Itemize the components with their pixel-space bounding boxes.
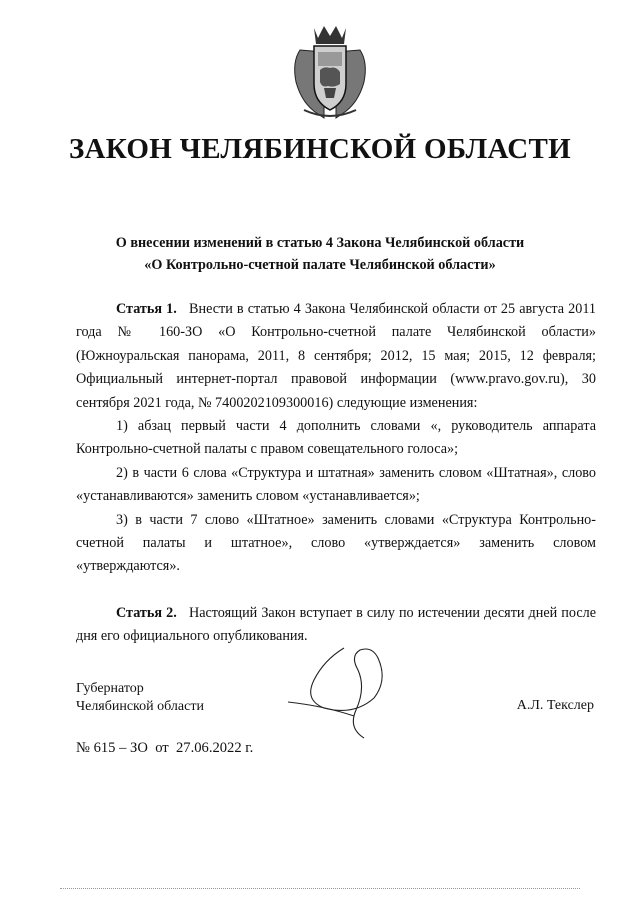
article-1-paragraph [76,298,596,415]
chelyabinsk-coat-of-arms-emblem [284,22,376,122]
article-1-item-1: 1) абзац первый части 4 дополнить словами «, руководитель аппарата Контрольно-счетной палаты с правом совещательного голоса»; [76,418,596,458]
article-1-item-3: 3) в части 7 слово «Штатное» заменить словами «Структура Контрольно-счетной палаты и штатное», слово «утверждается» заменить словом «утверждаются». [76,511,596,575]
footer-divider [60,888,580,889]
article-1-text: Внести в статью 4 Закона Челябинской области от 25 августа 2011 года № 160-ЗО «О Контрольно-счетной палате Челябинской области» (Южноуральская панорама, 2011, 8 сентября; 2012, 15 мая; 2015, 12 февраля; Официальный интернет-портал правовой информации (www.pravo.gov.ru), 30 сентября 2021 года, № 7400202109300016) следующие изменения: [76,301,596,411]
document-body [76,298,596,649]
document-title: ЗАКОН ЧЕЛЯБИНСКОЙ ОБЛАСТИ [68,133,572,165]
handwritten-signature [284,640,404,745]
subtitle-line-2: «О Контрольно-счетной палате Челябинской области» [144,257,496,273]
signatory-position [76,680,204,716]
article-1-label: Статья 1. [116,301,177,317]
position-line-1: Губернатор [76,681,144,696]
signatory-name: А.Л. Текслер [516,698,594,713]
position-line-2: Челябинской области [76,699,204,714]
registration-number: № 615 – ЗО от 27.06.2022 г. [76,740,254,756]
document-subtitle [0,232,640,276]
article-1-item-2: 2) в части 6 слова «Структура и штатная» заменить словом «Штатная», слово «устанавливаются» заменить словом «устанавливается»; [76,464,596,505]
subtitle-line-1: О внесении изменений в статью 4 Закона Челябинской области [115,235,525,251]
article-2-label: Статья 2. [116,604,177,621]
article-2-text: Настоящий Закон вступает в силу по истечении десяти дней после дня его официального опубликования. [76,604,597,645]
